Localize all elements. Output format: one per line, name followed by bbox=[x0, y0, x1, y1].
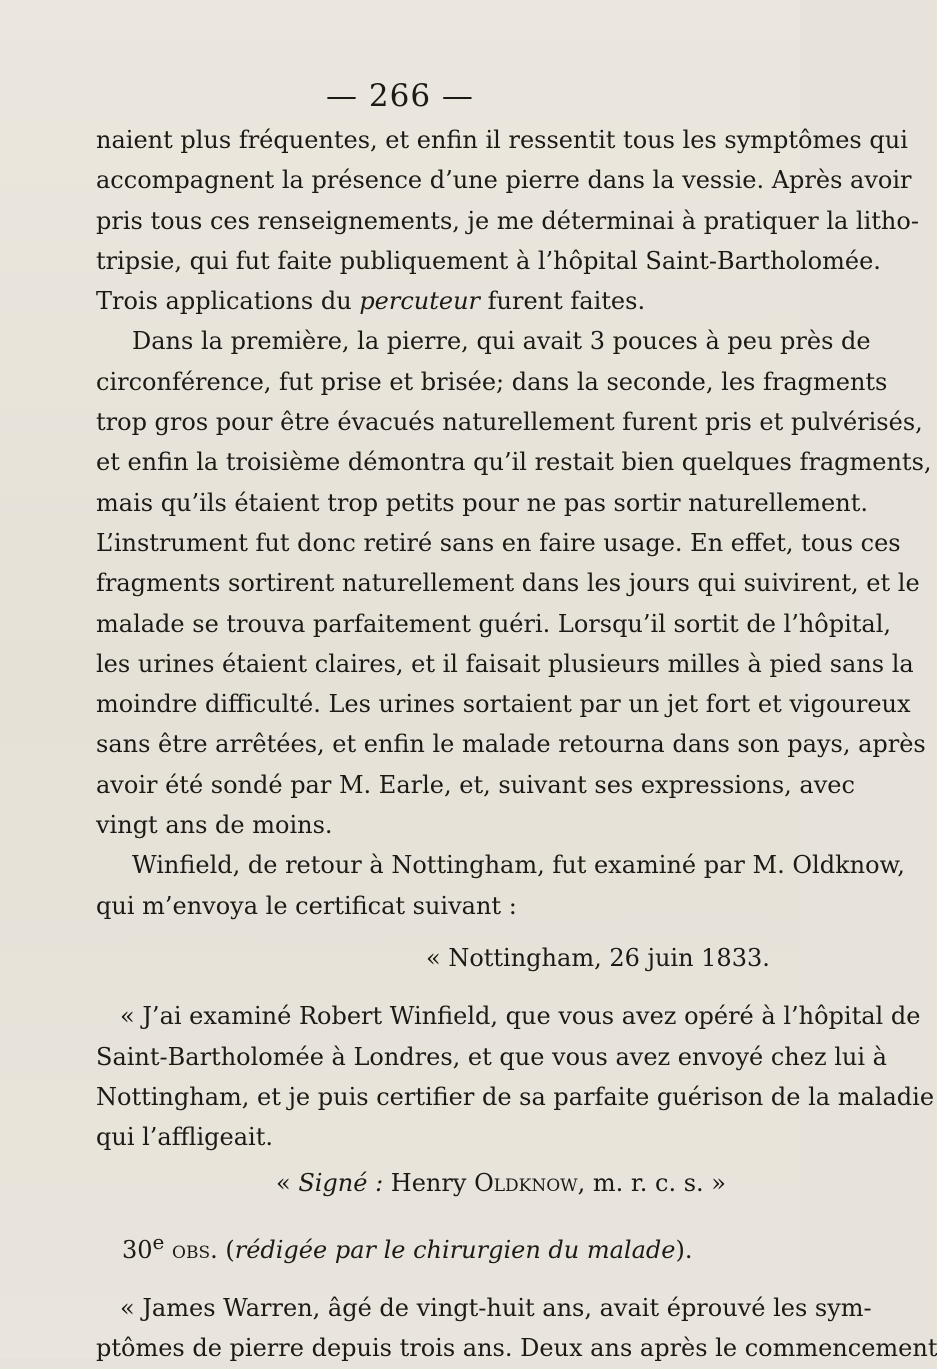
letter-date: « Nottingham, 26 juin 1833. bbox=[426, 943, 770, 972]
text-line: pris tous ces renseignements, je me déterminai à pratiquer la litho- bbox=[96, 206, 919, 235]
text-line: naient plus fréquentes, et enfin il ressentit tous les symptômes qui bbox=[96, 126, 908, 154]
text-line: circonférence, fut prise et brisée; dans la seconde, les fragments bbox=[96, 367, 888, 396]
quote-first-line: « J’ai examiné Robert Winfield, que vous avez opéré à l’hôpital de bbox=[120, 1002, 921, 1031]
text-line: les urines étaient claires, et il faisait plusieurs milles à pied sans la bbox=[96, 649, 914, 678]
paragraph-first-line: Winfield, de retour à Nottingham, fut examiné par M. Oldknow, bbox=[132, 851, 905, 880]
signature-line bbox=[96, 1163, 756, 1203]
signer-surname: Oldknow bbox=[474, 1169, 578, 1198]
ordinal-suffix: e bbox=[152, 1229, 165, 1254]
text-line: moindre difficulté. Les urines sortaient par un jet fort et vigoureux bbox=[96, 690, 911, 719]
text-line: sans être arrêtées, et enfin le malade retourna dans son pays, après bbox=[96, 730, 926, 759]
text-line: trop gros pour être évacués naturellement furent pris et pulvérisés, bbox=[96, 408, 923, 437]
observation-label: obs. ( bbox=[164, 1235, 235, 1264]
text-segment: furent faites. bbox=[480, 287, 646, 316]
text-segment: Trois applications du bbox=[96, 287, 360, 316]
text-line: fragments sortirent naturellement dans les jours qui suivirent, et le bbox=[96, 569, 920, 598]
quote-line: ptômes de pierre depuis trois ans. Deux ans après le commencement bbox=[96, 1334, 937, 1363]
signer-name: Henry bbox=[383, 1169, 475, 1198]
signed-label: Signé : bbox=[298, 1169, 384, 1198]
text-line bbox=[96, 281, 756, 321]
observation-heading bbox=[96, 1222, 756, 1270]
text-line: mais qu’ils étaient trop petits pour ne pas sortir naturellement. bbox=[96, 488, 868, 517]
page-body bbox=[96, 120, 937, 1369]
quote-mark: « bbox=[276, 1169, 299, 1198]
text-line: vingt ans de moins. bbox=[96, 811, 333, 840]
observation-end: ). bbox=[675, 1235, 693, 1264]
text-line: tripsie, qui fut faite publiquement à l’hôpital Saint-Bartholomée. bbox=[96, 246, 881, 275]
text-line: accompagnent la présence d’une pierre dans la vessie. Après avoir bbox=[96, 166, 912, 195]
italic-term: percuteur bbox=[359, 287, 481, 316]
signer-title: , m. r. c. s. » bbox=[577, 1169, 726, 1198]
text-line: qui m’envoya le certificat suivant : bbox=[96, 891, 517, 920]
paragraph-first-line: Dans la première, la pierre, qui avait 3 pouces à peu près de bbox=[132, 327, 871, 356]
quote-line: Nottingham, et je puis certifier de sa parfaite guérison de la maladie bbox=[96, 1082, 935, 1111]
text-line: L’instrument fut donc retiré sans en faire usage. En effet, tous ces bbox=[96, 528, 901, 557]
quote-line: Saint-Bartholomée à Londres, et que vous avez envoyé chez lui à bbox=[96, 1042, 887, 1071]
page-number: — 266 — bbox=[326, 78, 474, 114]
quote-first-line: « James Warren, âgé de vingt-huit ans, avait éprouvé les sym- bbox=[120, 1294, 872, 1323]
observation-note: rédigée par le chirurgien du malade bbox=[234, 1235, 676, 1264]
observation-number: 30 bbox=[122, 1235, 153, 1264]
text-line: malade se trouva parfaitement guéri. Lorsqu’il sortit de l’hôpital, bbox=[96, 609, 892, 638]
quote-line: qui l’affligeait. bbox=[96, 1123, 273, 1152]
text-line: et enfin la troisième démontra qu’il restait bien quelques fragments, bbox=[96, 448, 932, 477]
text-line: avoir été sondé par M. Earle, et, suivant ses expressions, avec bbox=[96, 770, 855, 799]
